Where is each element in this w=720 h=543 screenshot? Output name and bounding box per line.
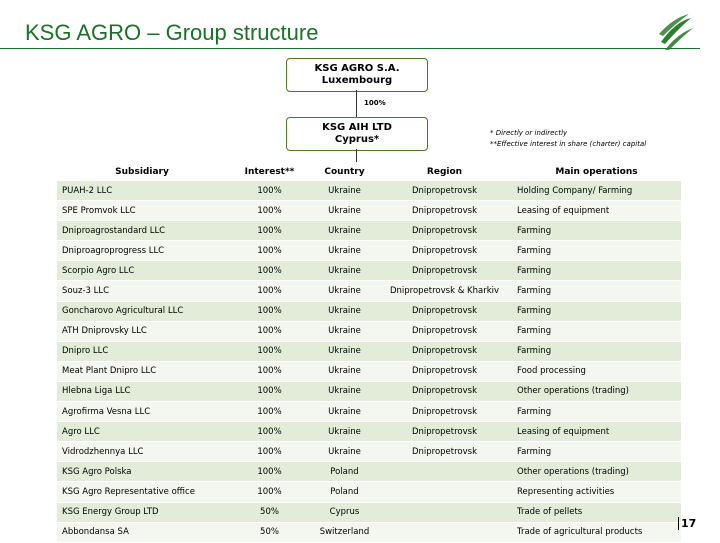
cell-country: Ukraine — [312, 361, 377, 381]
cell-interest: 100% — [227, 261, 312, 281]
cell-country: Ukraine — [312, 321, 377, 341]
cell-interest: 100% — [227, 281, 312, 301]
cell-subsidiary: Abbondansa SA — [57, 522, 227, 542]
subsidiaries-table — [57, 162, 681, 543]
cell-region: Dnipropetrovsk — [377, 241, 512, 261]
cell-subsidiary: KSG Agro Polska — [57, 462, 227, 482]
cell-main-operations: Farming — [512, 261, 681, 281]
table-row — [57, 241, 681, 261]
cell-main-operations: Leasing of equipment — [512, 201, 681, 221]
cell-subsidiary: Souz-3 LLC — [57, 281, 227, 301]
table-row — [57, 502, 681, 522]
cell-subsidiary: Vidrodzhennya LLC — [57, 442, 227, 462]
table-row — [57, 201, 681, 221]
table-row — [57, 301, 681, 321]
cell-region: Dnipropetrovsk — [377, 301, 512, 321]
table-row — [57, 422, 681, 442]
cell-main-operations: Holding Company/ Farming — [512, 181, 681, 201]
cell-region: Dnipropetrovsk — [377, 422, 512, 442]
cell-interest: 100% — [227, 381, 312, 401]
table-row — [57, 361, 681, 381]
cell-region — [377, 482, 512, 502]
ownership-connector — [356, 90, 357, 117]
cell-region — [377, 522, 512, 542]
table-row — [57, 281, 681, 301]
cell-main-operations: Farming — [512, 442, 681, 462]
cell-country: Ukraine — [312, 381, 377, 401]
cell-country: Ukraine — [312, 402, 377, 422]
ownership-percent: 100% — [364, 99, 386, 107]
cell-interest: 50% — [227, 502, 312, 522]
cell-region: Dnipropetrovsk — [377, 181, 512, 201]
cell-country: Switzerland — [312, 522, 377, 542]
cell-country: Ukraine — [312, 301, 377, 321]
cell-interest: 100% — [227, 241, 312, 261]
cell-main-operations: Farming — [512, 321, 681, 341]
header-subsidiary: Subsidiary — [115, 166, 169, 177]
cell-subsidiary: Dniproagrostandard LLC — [57, 221, 227, 241]
cell-interest: 100% — [227, 402, 312, 422]
page-title: KSG AGRO – Group structure — [25, 20, 319, 45]
cell-subsidiary: Dniproagroprogress LLC — [57, 241, 227, 261]
cell-main-operations: Farming — [512, 281, 681, 301]
table-row — [57, 261, 681, 281]
cell-country: Ukraine — [312, 261, 377, 281]
footnote-1: * Directly or indirectly — [490, 129, 568, 137]
table-row — [57, 381, 681, 401]
cell-interest: 100% — [227, 201, 312, 221]
cell-country: Ukraine — [312, 181, 377, 201]
cell-region: Dnipropetrovsk — [377, 321, 512, 341]
cell-interest: 100% — [227, 361, 312, 381]
header-country: Country — [324, 166, 365, 177]
parent-company-box — [286, 58, 428, 92]
cell-country: Poland — [312, 482, 377, 502]
header-interest: Interest** — [244, 166, 295, 177]
cell-country: Ukraine — [312, 201, 377, 221]
cell-region: Dnipropetrovsk — [377, 402, 512, 422]
holding-company-name: KSG AIH LTD — [322, 122, 392, 133]
cell-main-operations: Leasing of equipment — [512, 422, 681, 442]
cell-main-operations: Trade of pellets — [512, 502, 681, 522]
table-row — [57, 462, 681, 482]
table-row — [57, 442, 681, 462]
cell-interest: 100% — [227, 442, 312, 462]
subsidiary-connector — [356, 149, 357, 162]
cell-subsidiary: Dnipro LLC — [57, 341, 227, 361]
cell-subsidiary: Agro LLC — [57, 422, 227, 442]
cell-interest: 100% — [227, 181, 312, 201]
cell-country: Ukraine — [312, 341, 377, 361]
cell-country: Ukraine — [312, 281, 377, 301]
cell-region — [377, 462, 512, 482]
cell-region — [377, 502, 512, 522]
cell-region: Dnipropetrovsk & Kharkiv — [377, 281, 512, 301]
cell-country: Ukraine — [312, 241, 377, 261]
ksg-leaf-logo-icon — [655, 12, 695, 52]
page-number: 17 — [678, 517, 696, 530]
cell-country: Ukraine — [312, 422, 377, 442]
cell-main-operations: Farming — [512, 341, 681, 361]
cell-subsidiary: KSG Agro Representative office — [57, 482, 227, 502]
header-main-operations: Main operations — [555, 166, 638, 177]
table-header-row — [57, 162, 681, 181]
table-row — [57, 181, 681, 201]
footnote-2: **Effective interest in share (charter) capital — [490, 140, 647, 148]
cell-interest: 100% — [227, 321, 312, 341]
cell-region: Dnipropetrovsk — [377, 361, 512, 381]
cell-main-operations: Farming — [512, 402, 681, 422]
cell-region: Dnipropetrovsk — [377, 221, 512, 241]
cell-main-operations: Trade of agricultural products — [512, 522, 681, 542]
cell-subsidiary: Scorpio Agro LLC — [57, 261, 227, 281]
cell-interest: 100% — [227, 341, 312, 361]
cell-country: Poland — [312, 462, 377, 482]
cell-interest: 100% — [227, 462, 312, 482]
cell-subsidiary: Agrofirma Vesna LLC — [57, 402, 227, 422]
cell-interest: 100% — [227, 301, 312, 321]
cell-subsidiary: Goncharovo Agricultural LLC — [57, 301, 227, 321]
cell-subsidiary: Hlebna Liga LLC — [57, 381, 227, 401]
cell-subsidiary: KSG Energy Group LTD — [57, 502, 227, 522]
table-row — [57, 221, 681, 241]
table-row — [57, 341, 681, 361]
cell-subsidiary: ATH Dniprovsky LLC — [57, 321, 227, 341]
cell-country: Ukraine — [312, 442, 377, 462]
footnotes — [490, 128, 646, 150]
cell-country: Ukraine — [312, 221, 377, 241]
cell-main-operations: Farming — [512, 221, 681, 241]
cell-region: Dnipropetrovsk — [377, 442, 512, 462]
parent-company-country: Luxembourg — [321, 75, 393, 86]
table-row — [57, 321, 681, 341]
parent-company-name: KSG AGRO S.A. — [314, 63, 400, 74]
cell-region: Dnipropetrovsk — [377, 261, 512, 281]
cell-subsidiary: PUAH-2 LLC — [57, 181, 227, 201]
holding-company-box — [286, 117, 428, 151]
cell-main-operations: Representing activities — [512, 482, 681, 502]
table-row — [57, 402, 681, 422]
cell-main-operations: Farming — [512, 241, 681, 261]
cell-main-operations: Other operations (trading) — [512, 462, 681, 482]
cell-interest: 100% — [227, 482, 312, 502]
cell-main-operations: Food processing — [512, 361, 681, 381]
cell-country: Cyprus — [312, 502, 377, 522]
cell-subsidiary: SPE Promvok LLC — [57, 201, 227, 221]
cell-region: Dnipropetrovsk — [377, 341, 512, 361]
cell-main-operations: Other operations (trading) — [512, 381, 681, 401]
cell-region: Dnipropetrovsk — [377, 381, 512, 401]
title-divider — [0, 48, 700, 49]
holding-company-country: Cyprus* — [334, 134, 380, 145]
table-row — [57, 482, 681, 502]
cell-main-operations: Farming — [512, 301, 681, 321]
cell-interest: 100% — [227, 422, 312, 442]
header-region: Region — [426, 166, 463, 177]
cell-interest: 50% — [227, 522, 312, 542]
table-row — [57, 522, 681, 542]
cell-interest: 100% — [227, 221, 312, 241]
cell-subsidiary: Meat Plant Dnipro LLC — [57, 361, 227, 381]
cell-region: Dnipropetrovsk — [377, 201, 512, 221]
